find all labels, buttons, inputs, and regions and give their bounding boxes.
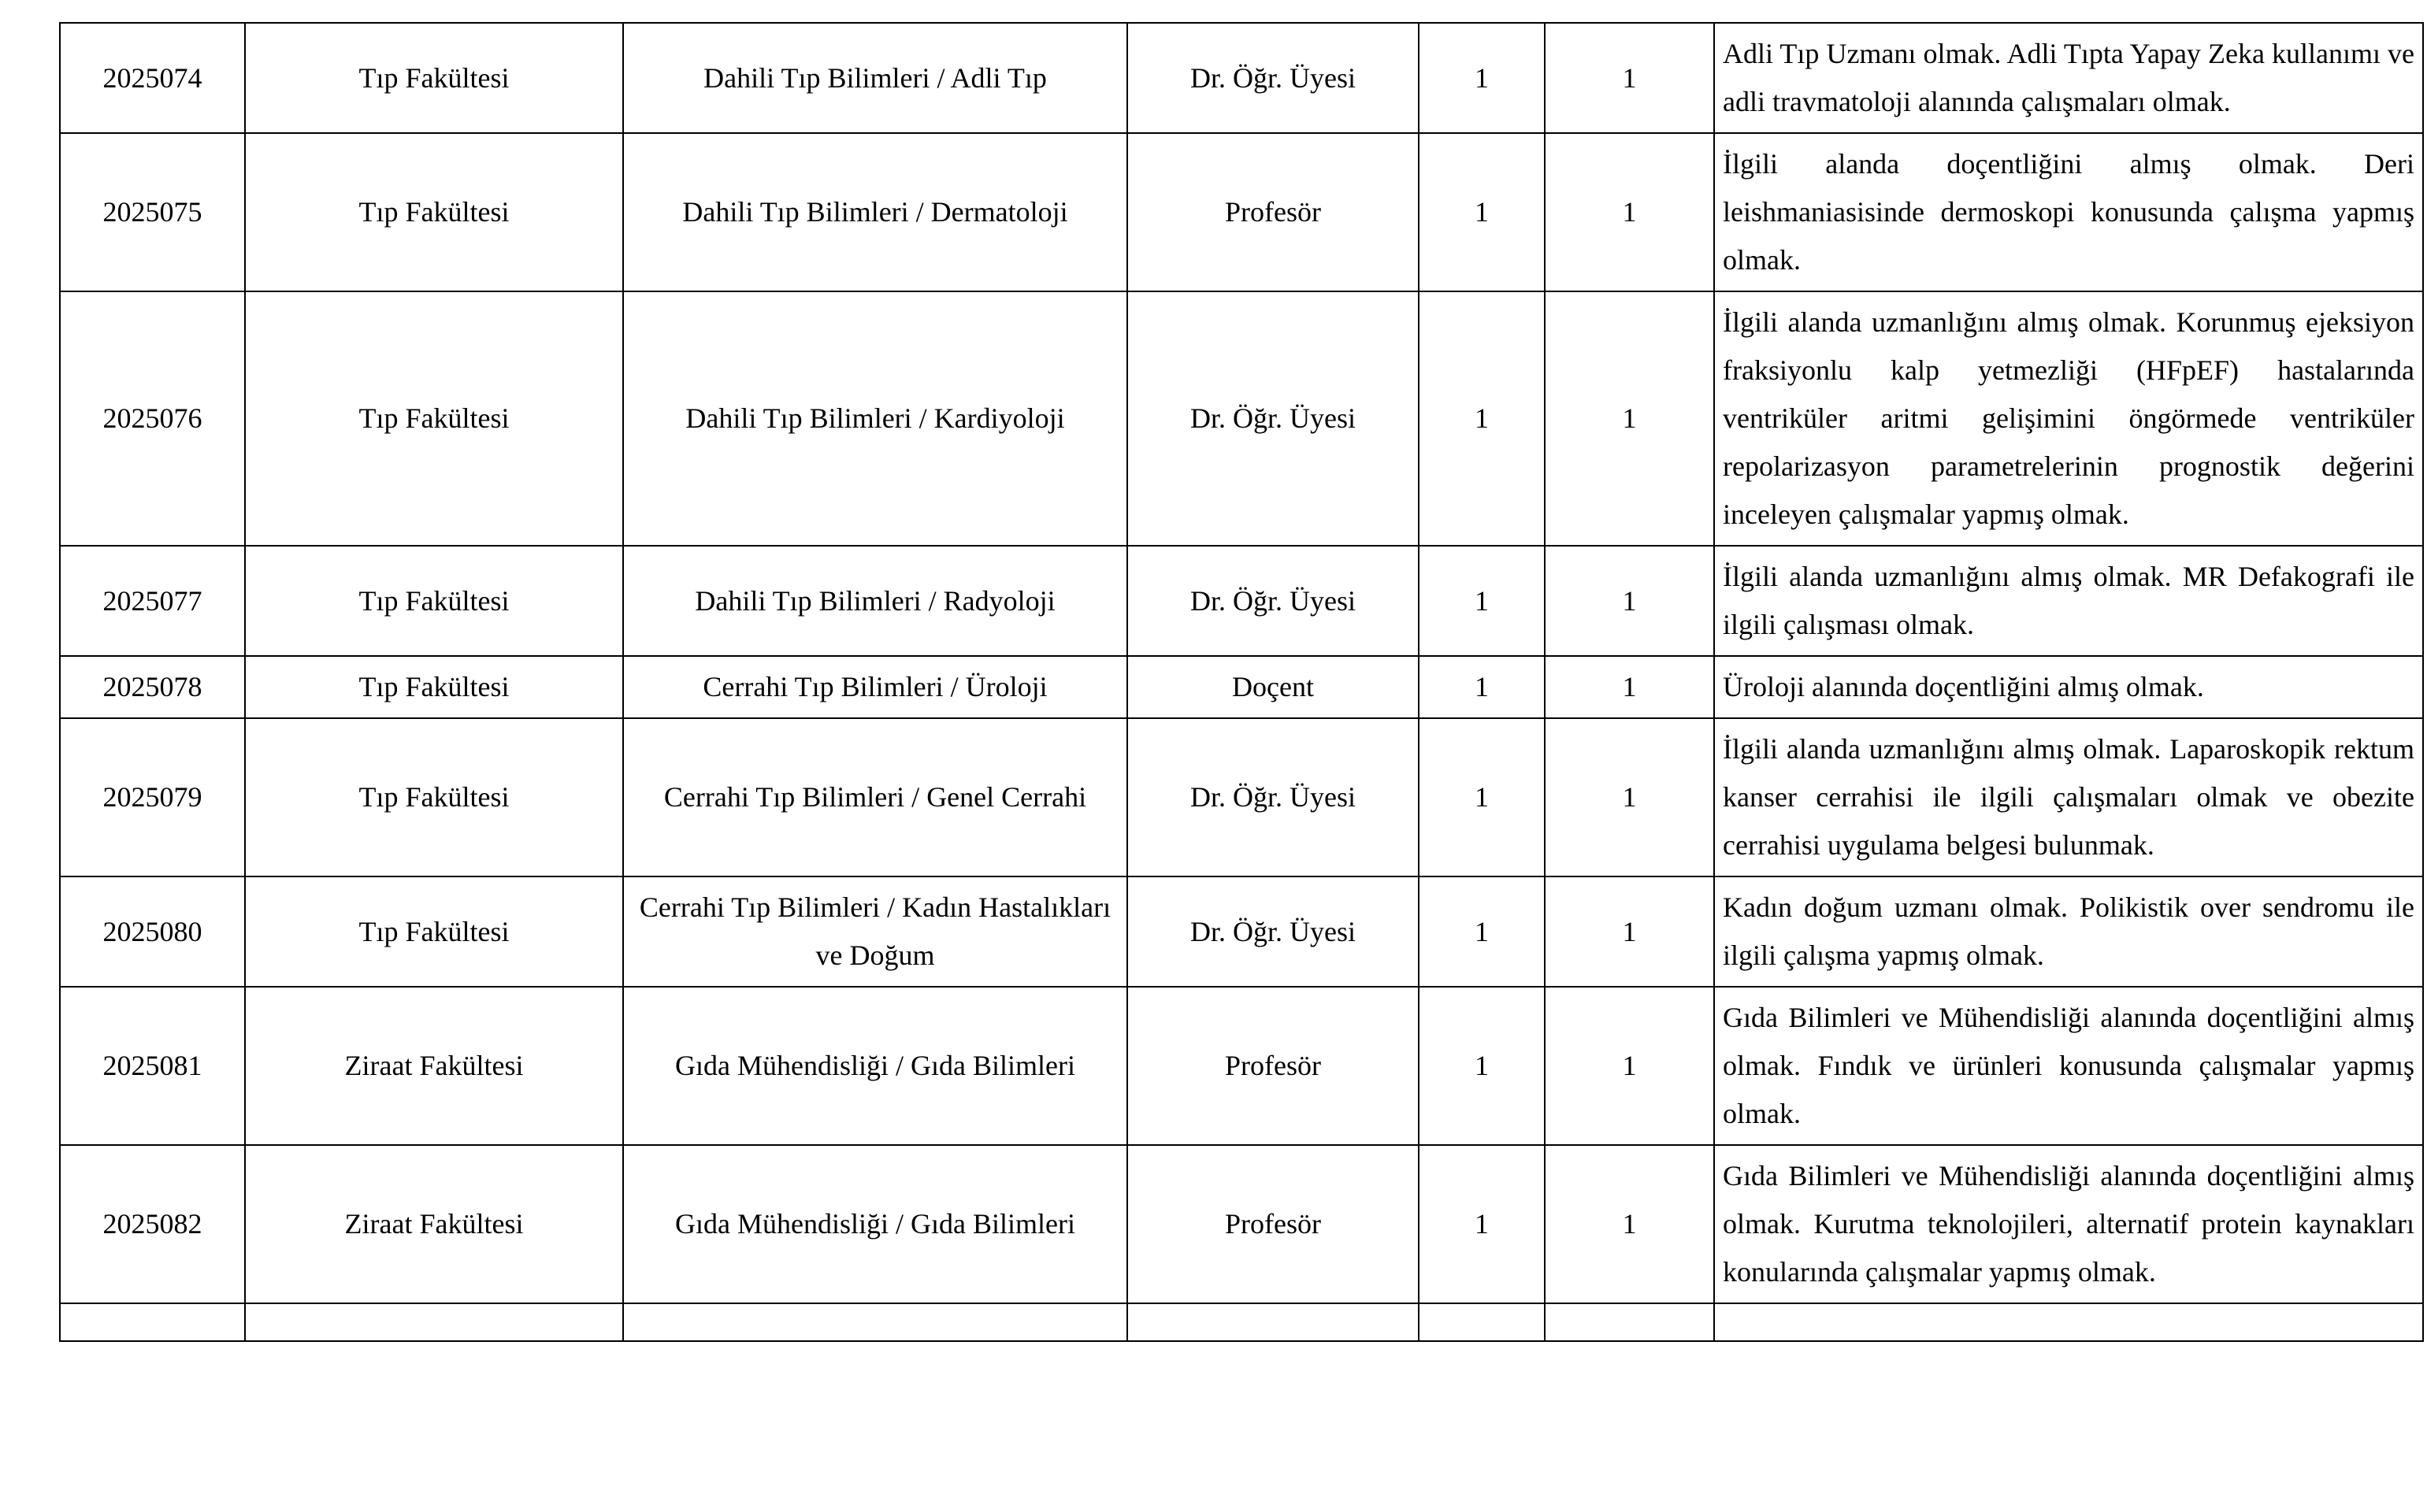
cell-description: İlgili alanda uzmanlığını almış olmak. MR Defakografi ile ilgili çalışması olmak. (1714, 546, 2423, 656)
cell-description: İlgili alanda uzmanlığını almış olmak. Laparoskopik rektum kanser cerrahisi ile ilgili çalışmaları olmak ve obezite cerrahisi uygulama belgesi bulunmak. (1714, 718, 2423, 876)
cell-announcement-no: 2025080 (60, 876, 245, 987)
cell-count-2: 1 (1545, 656, 1714, 718)
cell-faculty: Tıp Fakültesi (245, 23, 623, 133)
cell-count-1: 1 (1419, 876, 1545, 987)
cell-department (623, 1303, 1127, 1341)
cell-faculty: Tıp Fakültesi (245, 718, 623, 876)
cell-count-2: 1 (1545, 987, 1714, 1145)
table-row (60, 23, 2423, 133)
cell-announcement-no: 2025075 (60, 133, 245, 291)
cell-academic-title: Dr. Öğr. Üyesi (1127, 23, 1419, 133)
cell-description (1714, 1303, 2423, 1341)
cell-count-2: 1 (1545, 133, 1714, 291)
cell-faculty: Ziraat Fakültesi (245, 987, 623, 1145)
cell-faculty: Tıp Fakültesi (245, 876, 623, 987)
table-row (60, 546, 2423, 656)
cell-announcement-no: 2025082 (60, 1145, 245, 1303)
cell-announcement-no: 2025078 (60, 656, 245, 718)
cell-count-2: 1 (1545, 876, 1714, 987)
cell-announcement-no: 2025074 (60, 23, 245, 133)
cell-count-1 (1419, 1303, 1545, 1341)
table-row (60, 876, 2423, 987)
cell-count-2: 1 (1545, 1145, 1714, 1303)
cell-count-1: 1 (1419, 133, 1545, 291)
table-row (60, 718, 2423, 876)
cell-faculty (245, 1303, 623, 1341)
cell-department: Cerrahi Tıp Bilimleri / Kadın Hastalıkları ve Doğum (623, 876, 1127, 987)
cell-academic-title: Profesör (1127, 1145, 1419, 1303)
cell-academic-title: Doçent (1127, 656, 1419, 718)
cell-faculty: Ziraat Fakültesi (245, 1145, 623, 1303)
table-row-partial (60, 1303, 2423, 1341)
cell-announcement-no: 2025076 (60, 291, 245, 546)
cell-announcement-no: 2025081 (60, 987, 245, 1145)
cell-count-2: 1 (1545, 23, 1714, 133)
cell-department: Cerrahi Tıp Bilimleri / Genel Cerrahi (623, 718, 1127, 876)
cell-faculty: Tıp Fakültesi (245, 656, 623, 718)
cell-faculty: Tıp Fakültesi (245, 546, 623, 656)
table-row (60, 291, 2423, 546)
cell-count-1: 1 (1419, 23, 1545, 133)
cell-count-1: 1 (1419, 1145, 1545, 1303)
cell-faculty: Tıp Fakültesi (245, 133, 623, 291)
cell-description: Kadın doğum uzmanı olmak. Polikistik over sendromu ile ilgili çalışma yapmış olmak. (1714, 876, 2423, 987)
cell-announcement-no: 2025079 (60, 718, 245, 876)
cell-count-2: 1 (1545, 546, 1714, 656)
cell-announcement-no (60, 1303, 245, 1341)
table-row (60, 1145, 2423, 1303)
cell-faculty: Tıp Fakültesi (245, 291, 623, 546)
cell-count-2: 1 (1545, 291, 1714, 546)
cell-description: Adli Tıp Uzmanı olmak. Adli Tıpta Yapay Zeka kullanımı ve adli travmatoloji alanında çalışmaları olmak. (1714, 23, 2423, 133)
cell-description: Gıda Bilimleri ve Mühendisliği alanında doçentliğini almış olmak. Kurutma teknolojileri, alternatif protein kaynakları konularında çalışmalar yapmış olmak. (1714, 1145, 2423, 1303)
cell-announcement-no: 2025077 (60, 546, 245, 656)
cell-department: Dahili Tıp Bilimleri / Radyoloji (623, 546, 1127, 656)
cell-count-2: 1 (1545, 718, 1714, 876)
cell-department: Dahili Tıp Bilimleri / Kardiyoloji (623, 291, 1127, 546)
cell-description: Gıda Bilimleri ve Mühendisliği alanında doçentliğini almış olmak. Fındık ve ürünleri konusunda çalışmalar yapmış olmak. (1714, 987, 2423, 1145)
cell-count-1: 1 (1419, 291, 1545, 546)
cell-academic-title: Dr. Öğr. Üyesi (1127, 876, 1419, 987)
cell-department: Gıda Mühendisliği / Gıda Bilimleri (623, 1145, 1127, 1303)
cell-count-1: 1 (1419, 656, 1545, 718)
cell-academic-title: Dr. Öğr. Üyesi (1127, 546, 1419, 656)
cell-description: İlgili alanda uzmanlığını almış olmak. Korunmuş ejeksiyon fraksiyonlu kalp yetmezliği (HFpEF) hastalarında ventriküler aritmi gelişimini öngörmede ventriküler repolarizasyon parametrelerinin prognostik değerini inceleyen çalışmalar yapmış olmak. (1714, 291, 2423, 546)
cell-count-1: 1 (1419, 546, 1545, 656)
cell-count-1: 1 (1419, 718, 1545, 876)
cell-academic-title: Profesör (1127, 133, 1419, 291)
cell-department: Gıda Mühendisliği / Gıda Bilimleri (623, 987, 1127, 1145)
table-row (60, 656, 2423, 718)
cell-department: Cerrahi Tıp Bilimleri / Üroloji (623, 656, 1127, 718)
cell-academic-title (1127, 1303, 1419, 1341)
table-row (60, 987, 2423, 1145)
cell-description: Üroloji alanında doçentliğini almış olmak. (1714, 656, 2423, 718)
cell-academic-title: Dr. Öğr. Üyesi (1127, 291, 1419, 546)
cell-department: Dahili Tıp Bilimleri / Dermatoloji (623, 133, 1127, 291)
cell-department: Dahili Tıp Bilimleri / Adli Tıp (623, 23, 1127, 133)
cell-count-1: 1 (1419, 987, 1545, 1145)
cell-description: İlgili alanda doçentliğini almış olmak. Deri leishmaniasisinde dermoskopi konusunda çalışma yapmış olmak. (1714, 133, 2423, 291)
job-postings-table (59, 22, 2424, 1342)
cell-count-2 (1545, 1303, 1714, 1341)
cell-academic-title: Profesör (1127, 987, 1419, 1145)
cell-academic-title: Dr. Öğr. Üyesi (1127, 718, 1419, 876)
table-row (60, 133, 2423, 291)
table-body (60, 23, 2423, 1341)
